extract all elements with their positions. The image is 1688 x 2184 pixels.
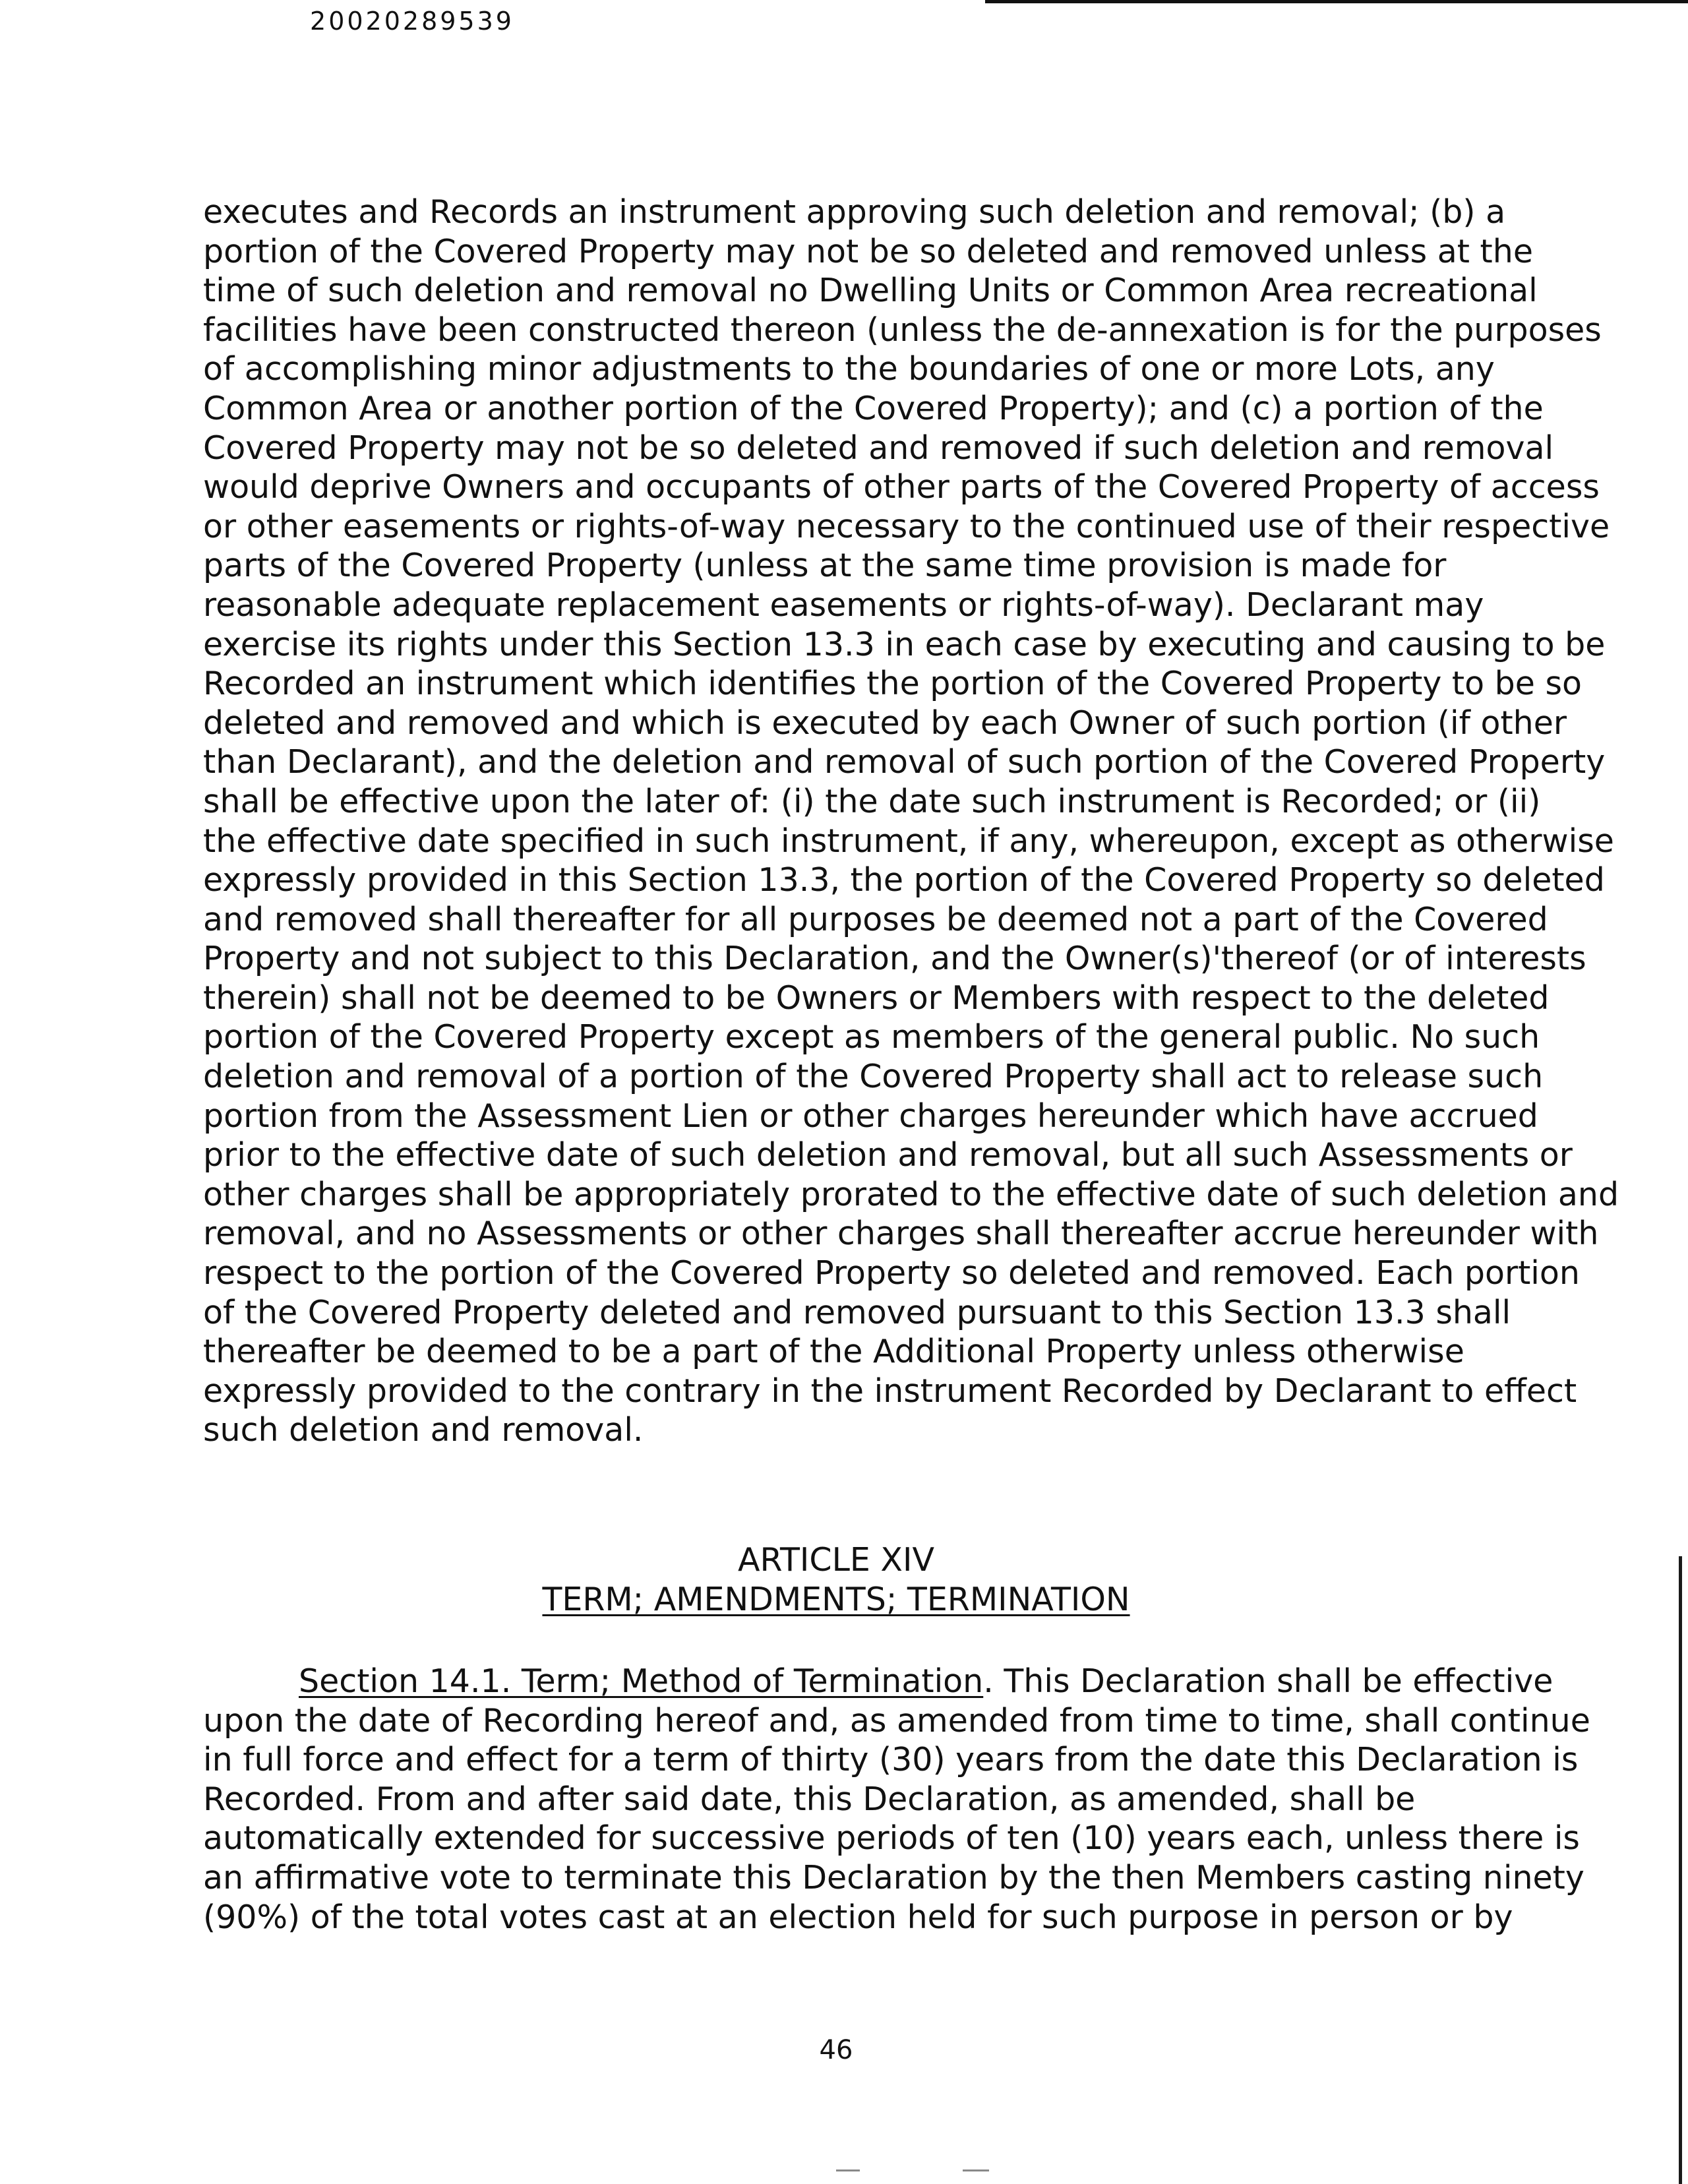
page-number: 46 [819,2035,853,2065]
text-line: parts of the Covered Property (unless at the same time provision is made for [203,547,1447,585]
article-subtitle: TERM; AMENDMENTS; TERMINATION [542,1581,1130,1618]
text-line: portion of the Covered Property except as members of the general public. No such [203,1018,1540,1056]
text-line: Covered Property may not be so deleted and removed if such deletion and removal [203,429,1554,467]
top-scan-rule [985,0,1688,3]
text-line: such deletion and removal. [203,1411,644,1449]
text-line: upon the date of Recording hereof and, as amended from time to time, shall continue [203,1701,1590,1740]
text-line: respect to the portion of the Covered Property so deleted and removed. Each portion [203,1254,1580,1292]
section-first-line-text: . This Declaration shall be effective [983,1662,1553,1700]
text-line: reasonable adequate replacement easements or rights-of-way). Declarant may [203,586,1484,624]
text-line: Recorded an instrument which identifies the portion of the Covered Property to be so [203,665,1582,703]
paragraph-deannexation [203,193,1619,1450]
text-line: of accomplishing minor adjustments to the boundaries of one or more Lots, any [203,350,1495,388]
text-line: deletion and removal of a portion of the Covered Property shall act to release such [203,1058,1544,1096]
text-line: portion of the Covered Property may not be so deleted and removed unless at the [203,232,1533,270]
text-line: an affirmative vote to terminate this Declaration by the then Members casting ninety [203,1858,1584,1896]
section-first-line [203,1662,1553,1701]
paragraph-section-14-1 [203,1662,1590,1937]
text-line: Recorded. From and after said date, this Declaration, as amended, shall be [203,1780,1416,1818]
document-number: 20020289539 [310,7,514,36]
text-line: would deprive Owners and occupants of other parts of the Covered Property of access [203,468,1600,506]
text-line: portion from the Assessment Lien or other charges hereunder which have accrued [203,1097,1538,1135]
text-line: therein) shall not be deemed to be Owners or Members with respect to the deleted [203,979,1550,1017]
text-line: than Declarant), and the deletion and removal of such portion of the Covered Property [203,743,1606,781]
text-line: exercise its rights under this Section 13.3 in each case by executing and causing to be [203,625,1606,663]
text-line: and removed shall thereafter for all purposes be deemed not a part of the Covered [203,900,1548,938]
text-line: of the Covered Property deleted and removed pursuant to this Section 13.3 shall [203,1293,1511,1331]
text-line: time of such deletion and removal no Dwelling Units or Common Area recreational [203,272,1538,310]
text-line: executes and Records an instrument approving such deletion and removal; (b) a [203,193,1506,231]
text-line: removal, and no Assessments or other charges shall thereafter accrue hereunder with [203,1215,1599,1253]
text-line: automatically extended for successive periods of ten (10) years each, unless there is [203,1819,1580,1858]
text-line: in full force and effect for a term of thirty (30) years from the date this Declaration is [203,1741,1579,1779]
text-line: other charges shall be appropriately prorated to the effective date of such deletion and [203,1175,1619,1213]
scan-artifact [836,2169,860,2171]
text-line: thereafter be deemed to be a part of the Additional Property unless otherwise [203,1333,1464,1371]
right-scan-edge [1679,1556,1682,2184]
text-line: Common Area or another portion of the Covered Property); and (c) a portion of the [203,389,1544,427]
text-line: shall be effective upon the later of: (i) the date such instrument is Recorded; or (ii) [203,782,1541,820]
article-title: ARTICLE XIV [738,1541,934,1579]
text-line: facilities have been constructed thereon (unless the de-annexation is for the purposes [203,311,1602,349]
text-line: Property and not subject to this Declaration, and the Owner(s)'thereof (or of interests [203,940,1586,978]
text-line: expressly provided in this Section 13.3, the portion of the Covered Property so deleted [203,861,1605,899]
text-line: expressly provided to the contrary in the instrument Recorded by Declarant to effect [203,1372,1577,1410]
text-line: or other easements or rights-of-way necessary to the continued use of their respective [203,507,1610,545]
text-line: (90%) of the total votes cast at an election held for such purpose in person or by [203,1898,1513,1936]
text-line: the effective date specified in such instrument, if any, whereupon, except as otherwise [203,822,1614,860]
text-line: deleted and removed and which is executed by each Owner of such portion (if other [203,704,1567,742]
section-title: Section 14.1. Term; Method of Termination [299,1662,984,1700]
scan-artifact [963,2169,989,2171]
text-line: prior to the effective date of such deletion and removal, but all such Assessments or [203,1136,1573,1174]
article-heading [0,1540,1672,1620]
